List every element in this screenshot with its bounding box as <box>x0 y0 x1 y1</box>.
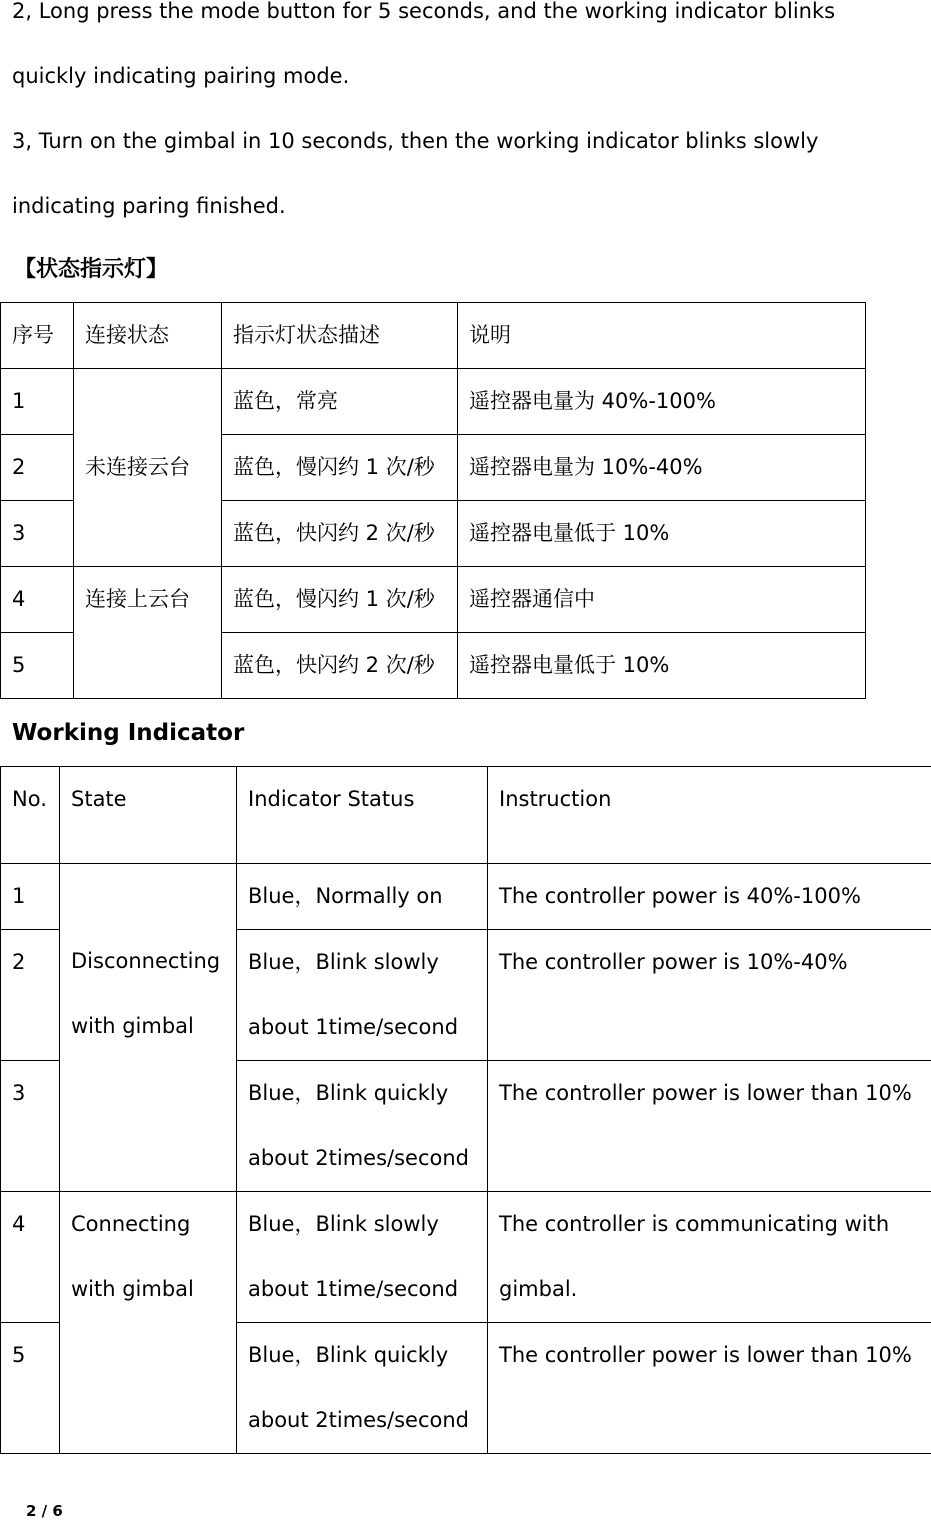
header-status: 指示灯状态描述 <box>222 303 458 369</box>
table-row <box>1 1192 931 1323</box>
row-no <box>1 1061 60 1192</box>
row-status: 蓝色，慢闪约 1 次/秒 <box>222 567 458 633</box>
row-note: 遥控器电量为 10%-40% <box>458 435 866 501</box>
row-note: 遥控器电量低于 10% <box>458 501 866 567</box>
row-no: 3 <box>1 501 74 567</box>
row-no <box>1 930 60 1061</box>
header-connection: 连接状态 <box>74 303 222 369</box>
row-instruction <box>488 1192 931 1323</box>
row-status: 蓝色，快闪约 2 次/秒 <box>222 633 458 699</box>
row-no: 5 <box>1 633 74 699</box>
header-instruction <box>488 767 931 864</box>
row-no-text: 4 <box>12 1212 26 1236</box>
header-status-text: Indicator Status <box>248 787 415 811</box>
header-no-text: No. <box>12 787 47 811</box>
row-instruction <box>488 930 931 1061</box>
row-note: 遥控器电量为 40%-100% <box>458 369 866 435</box>
group-line1: Connecting <box>71 1212 191 1236</box>
cn-indicator-table <box>0 302 866 699</box>
header-note: 说明 <box>458 303 866 369</box>
table-row <box>1 567 866 633</box>
row-no-text: 5 <box>12 1343 26 1367</box>
row-status-line1: Blue，Blink quickly <box>248 1343 449 1367</box>
row-status: 蓝色，常亮 <box>222 369 458 435</box>
row-status: 蓝色，快闪约 2 次/秒 <box>222 501 458 567</box>
row-status-line1: Blue，Blink slowly <box>248 950 439 974</box>
row-instruction-line1: The controller is communicating with <box>499 1212 890 1236</box>
group-connected: 连接上云台 <box>74 567 222 699</box>
group-disconnecting <box>60 864 237 1192</box>
group-line1: Disconnecting <box>71 949 221 973</box>
step2-text-line1: 2, Long press the mode button for 5 seconds, and the working indicator blinks <box>12 0 836 23</box>
cn-section-heading: 【状态指示灯】 <box>14 257 169 282</box>
row-status-line1: Blue，Blink quickly <box>248 1081 449 1105</box>
row-instruction-line1: The controller power is 40%-100% <box>499 884 861 908</box>
table-header-row <box>1 767 931 864</box>
group-line2: with gimbal <box>71 1014 194 1038</box>
row-status-line2: about 2times/second <box>248 1146 469 1170</box>
row-status <box>237 1323 488 1454</box>
row-instruction <box>488 864 931 930</box>
row-instruction-line1: The controller power is 10%-40% <box>499 950 848 974</box>
row-instruction-line1: The controller power is lower than 10% <box>499 1081 912 1105</box>
row-status-line1: Blue，Normally on <box>248 884 443 908</box>
row-no-text: 2 <box>12 950 26 974</box>
row-no <box>1 1192 60 1323</box>
step3-text-line1: 3, Turn on the gimbal in 10 seconds, then the working indicator blinks slowly <box>12 129 819 153</box>
header-instruction-text: Instruction <box>499 787 612 811</box>
row-status-line1: Blue，Blink slowly <box>248 1212 439 1236</box>
en-indicator-table <box>0 766 931 1454</box>
row-status-line2: about 1time/second <box>248 1015 459 1039</box>
page-number: 2 / 6 <box>26 1502 63 1520</box>
row-instruction-line2: gimbal. <box>499 1277 578 1301</box>
row-no: 4 <box>1 567 74 633</box>
table-header-row <box>1 303 866 369</box>
group-connecting <box>60 1192 237 1454</box>
row-status <box>237 930 488 1061</box>
group-line2: with gimbal <box>71 1277 194 1301</box>
header-no: 序号 <box>1 303 74 369</box>
header-indicator-status <box>237 767 488 864</box>
row-note: 遥控器电量低于 10% <box>458 633 866 699</box>
row-status <box>237 1192 488 1323</box>
row-no: 2 <box>1 435 74 501</box>
row-status: 蓝色，慢闪约 1 次/秒 <box>222 435 458 501</box>
row-no-text: 1 <box>12 884 26 908</box>
table-row <box>1 864 931 930</box>
row-status <box>237 1061 488 1192</box>
header-no <box>1 767 60 864</box>
step3-text-line2: indicating paring finished. <box>12 194 286 218</box>
step2-text-line2: quickly indicating pairing mode. <box>12 64 350 88</box>
row-status-line2: about 2times/second <box>248 1408 469 1432</box>
row-no <box>1 1323 60 1454</box>
en-section-heading: Working Indicator <box>12 720 245 746</box>
row-status <box>237 864 488 930</box>
row-instruction <box>488 1061 931 1192</box>
row-instruction-line1: The controller power is lower than 10% <box>499 1343 912 1367</box>
row-no <box>1 864 60 930</box>
header-state-text: State <box>71 787 127 811</box>
row-no: 1 <box>1 369 74 435</box>
row-note: 遥控器通信中 <box>458 567 866 633</box>
row-instruction <box>488 1323 931 1454</box>
row-no-text: 3 <box>12 1081 26 1105</box>
group-disconnected: 未连接云台 <box>74 369 222 567</box>
header-state <box>60 767 237 864</box>
table-row <box>1 369 866 435</box>
row-status-line2: about 1time/second <box>248 1277 459 1301</box>
